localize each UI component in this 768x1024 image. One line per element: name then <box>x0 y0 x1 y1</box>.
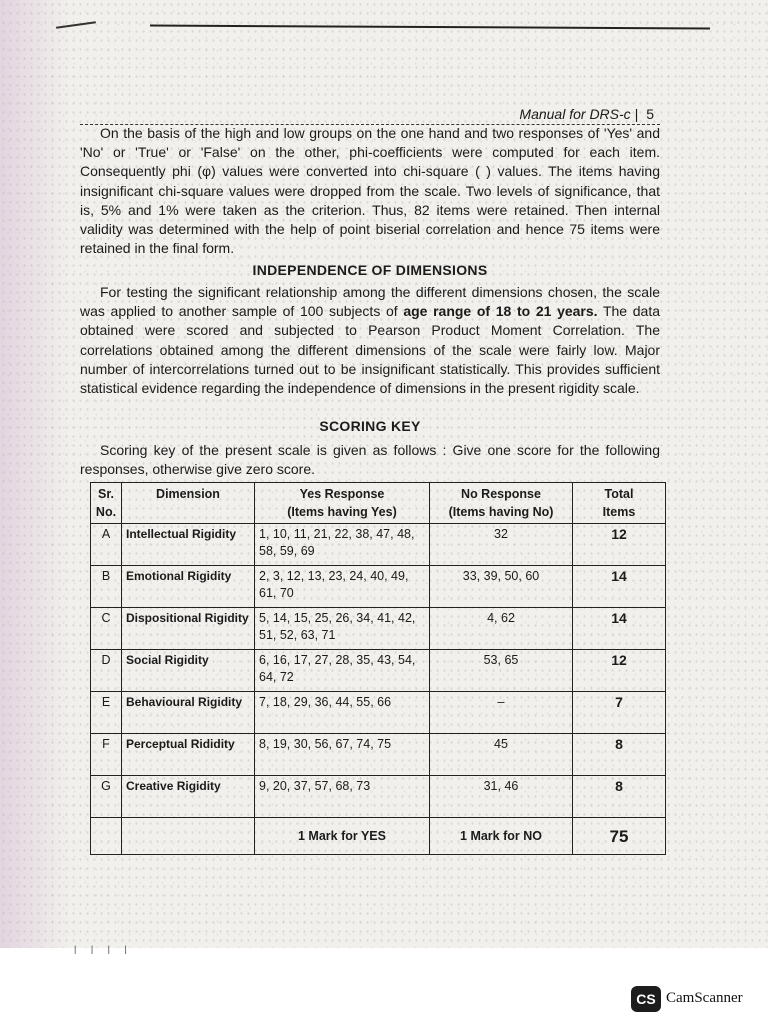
table-row <box>91 692 666 734</box>
paragraph-methodology <box>80 124 660 258</box>
header-line: Yes Response <box>299 487 385 501</box>
header-line: Sr. <box>98 487 114 501</box>
manual-title: Manual for DRS-c <box>519 106 631 122</box>
cell-dimension: Social Rigidity <box>122 650 255 692</box>
cell-no-items: 32 <box>430 524 573 566</box>
table-footer-row <box>91 818 666 855</box>
cell-sr: D <box>91 650 122 692</box>
scan-marks: | | | | <box>74 944 133 954</box>
cell-sr: F <box>91 734 122 776</box>
cell-dimension: Creative Rigidity <box>122 776 255 818</box>
header-line: No Response <box>461 487 541 501</box>
table-header-row <box>91 483 666 524</box>
cell-empty <box>122 818 255 855</box>
cell-no-items: – <box>430 692 573 734</box>
cell-total: 12 <box>573 650 666 692</box>
cell-total: 14 <box>573 608 666 650</box>
cell-yes-items: 2, 3, 12, 13, 23, 24, 40, 49, 61, 70 <box>255 566 430 608</box>
table-row <box>91 608 666 650</box>
heading-scoring-key: SCORING KEY <box>319 418 421 434</box>
table-row <box>91 650 666 692</box>
cell-sr: A <box>91 524 122 566</box>
header-line: (Items having Yes) <box>287 505 397 519</box>
cell-dimension: Dispositional Rigidity <box>122 608 255 650</box>
cell-yes-mark: 1 Mark for YES <box>255 818 430 855</box>
cell-sr: E <box>91 692 122 734</box>
header-line: No. <box>95 505 117 519</box>
text-run-bold: age range of 18 to 21 years. <box>403 303 598 320</box>
cell-no-items: 53, 65 <box>430 650 573 692</box>
paragraph-text <box>80 283 660 398</box>
col-total-items <box>573 483 666 524</box>
cell-yes-items: 5, 14, 15, 25, 26, 34, 41, 42, 51, 52, 63, 71 <box>255 608 430 650</box>
cell-dimension: Perceptual Rididity <box>122 734 255 776</box>
paragraph-independence <box>80 283 660 398</box>
cell-sr: G <box>91 776 122 818</box>
camscanner-logo-icon: CS <box>631 986 661 1012</box>
cell-no-items: 4, 62 <box>430 608 573 650</box>
cell-total: 14 <box>573 566 666 608</box>
cell-no-items: 45 <box>430 734 573 776</box>
page-number: 5 <box>646 106 654 122</box>
cell-yes-items: 9, 20, 37, 57, 68, 73 <box>255 776 430 818</box>
paragraph-scoring <box>80 441 660 479</box>
cell-yes-items: 7, 18, 29, 36, 44, 55, 66 <box>255 692 430 734</box>
header-line: Total <box>604 487 634 501</box>
cell-total: 8 <box>573 776 666 818</box>
top-rule <box>150 25 710 30</box>
camscanner-watermark: CamScanner <box>666 990 743 1006</box>
cell-yes-items: 6, 16, 17, 27, 28, 35, 43, 54, 64, 72 <box>255 650 430 692</box>
cell-dimension: Emotional Rigidity <box>122 566 255 608</box>
cell-total: 7 <box>573 692 666 734</box>
table-row <box>91 566 666 608</box>
cell-grand-total: 75 <box>573 818 666 855</box>
text-run: For testing the significant relationship among the different dimensions chosen, the scale was applied to another sample of 100 subjects of <box>80 284 660 320</box>
cell-total: 8 <box>573 734 666 776</box>
heading-independence: INDEPENDENCE OF DIMENSIONS <box>252 262 488 278</box>
paragraph-text: Scoring key of the present scale is given as follows : Give one score for the following responses, otherwise give zero score. <box>80 442 660 478</box>
header-text: Manual for DRS-c | 5 <box>519 106 654 122</box>
text-run: The data obtained were scored and subjected to Pearson Product Moment Correlation. The correlations obtained among the different dimensions of the scale were fairly low. Major number of intercorrelations turned out to be insignificant statistically. This provides sufficient statistical evidence regarding the independence of dimensions in the present rigidity scale. <box>80 303 660 397</box>
cell-yes-items: 8, 19, 30, 56, 67, 74, 75 <box>255 734 430 776</box>
header-line: Items <box>602 505 636 519</box>
cell-dimension: Intellectual Rigidity <box>122 524 255 566</box>
cell-no-items: 33, 39, 50, 60 <box>430 566 573 608</box>
cell-no-items: 31, 46 <box>430 776 573 818</box>
col-yes-response <box>255 483 430 524</box>
page-edge-shadow <box>0 0 70 948</box>
header-line: (Items having No) <box>448 505 554 519</box>
cell-sr: B <box>91 566 122 608</box>
cell-empty <box>91 818 122 855</box>
col-no-response <box>430 483 573 524</box>
paragraph-text: On the basis of the high and low groups on the one hand and two responses of 'Yes' and 'No' or 'True' or 'False' on the other, phi-coefficients were computed for each item. Consequently phi (φ) values were converted into chi-square ( ) values. The items having insignificant chi-square values were dropped from the scale. Two levels of significance, that is, 5% and 1% were taken as the criterion. Thus, 82 items were retained. Then internal validity was determined with the help of point biserial correlation and hence 75 items were retained in the final form. <box>80 125 660 257</box>
table-row <box>91 524 666 566</box>
table-row <box>91 734 666 776</box>
running-header <box>80 104 660 125</box>
col-sr-no <box>91 483 122 524</box>
cell-total: 12 <box>573 524 666 566</box>
table-row <box>91 776 666 818</box>
cell-yes-items: 1, 10, 11, 21, 22, 38, 47, 48, 58, 59, 69 <box>255 524 430 566</box>
cell-sr: C <box>91 608 122 650</box>
cell-no-mark: 1 Mark for NO <box>430 818 573 855</box>
col-dimension: Dimension <box>122 483 255 524</box>
scoring-key-table <box>90 482 666 855</box>
cell-dimension: Behavioural Rigidity <box>122 692 255 734</box>
